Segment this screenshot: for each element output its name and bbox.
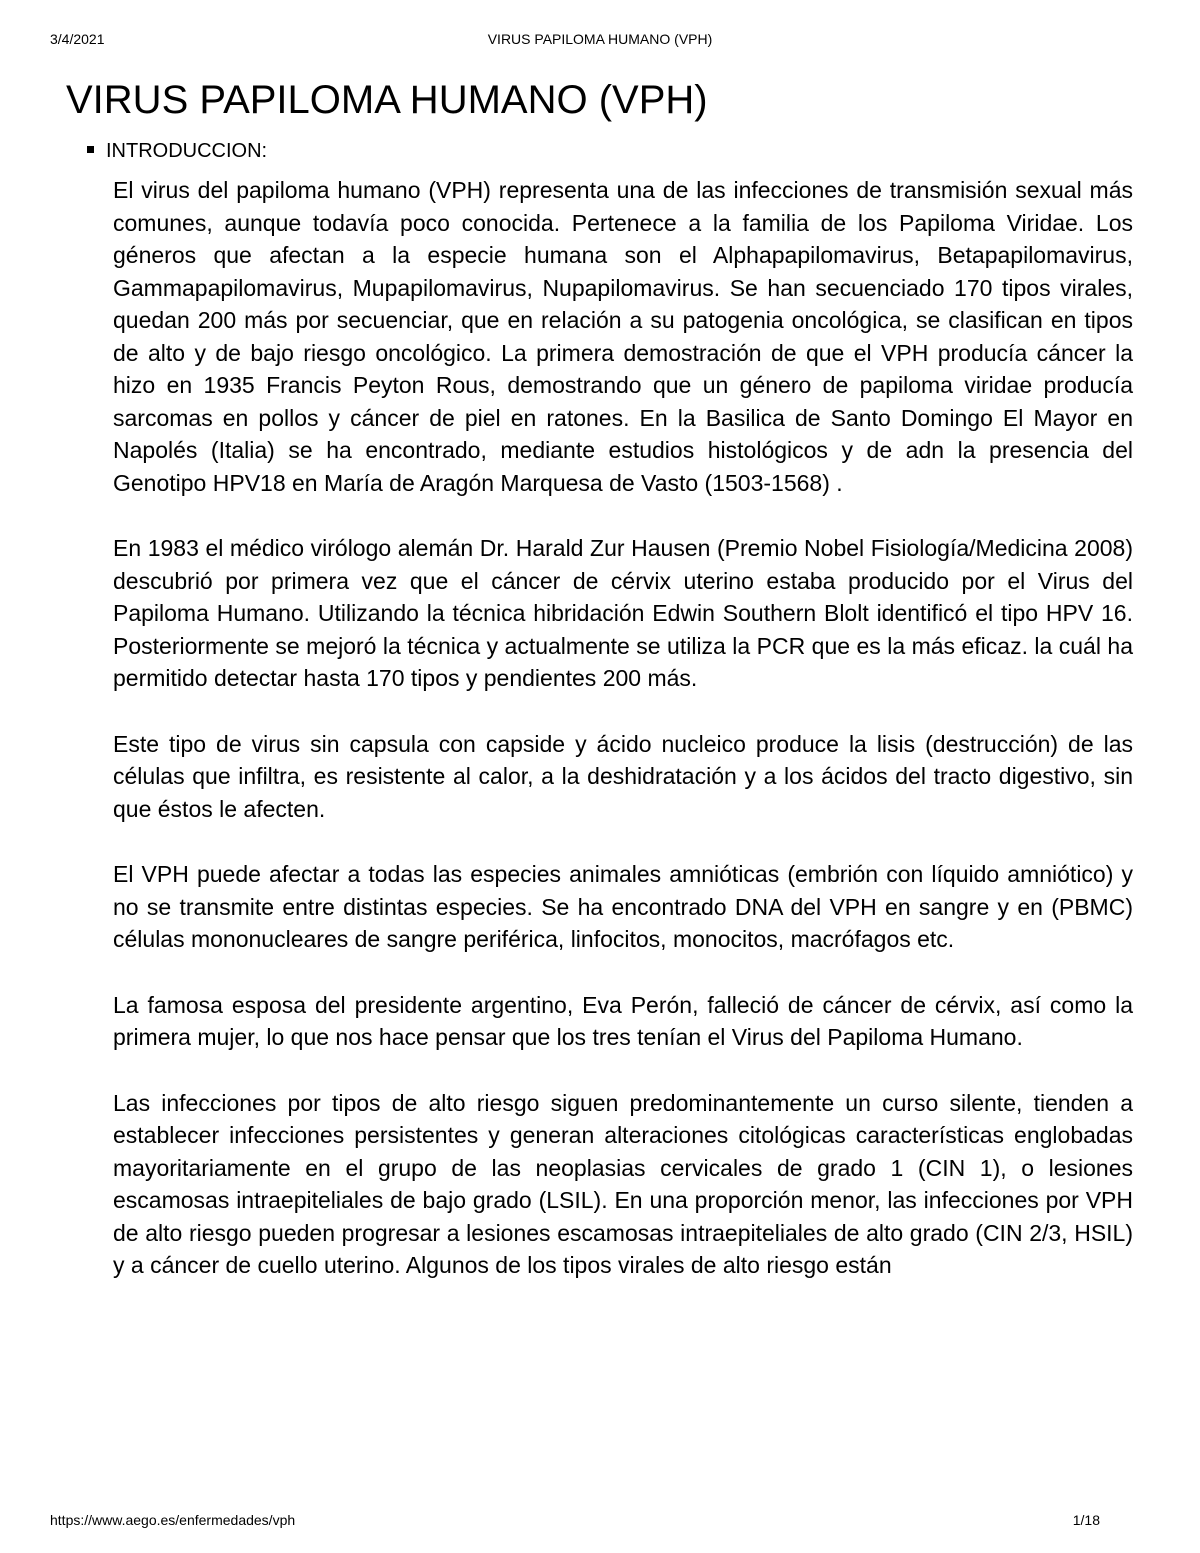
source-url: https://www.aego.es/enfermedades/vph bbox=[50, 1512, 296, 1528]
print-header bbox=[50, 31, 1150, 51]
paragraph-6: Las infecciones por tipos de alto riesgo siguen predominantemente un curso silente, tienden a establecer infecciones persistentes y generan alteraciones citológicas características englobadas mayoritariamente en el grupo de las neoplasias cervicales de grado 1 (CIN 1), o lesiones escamosas intraepiteliales de bajo grado (LSIL). En una proporción menor, las infecciones por VPH de alto riesgo pueden progresar a lesiones escamosas intraepiteliales de alto grado (CIN 2/3, HSIL) y a cáncer de cuello uterino. Algunos de los tipos virales de alto riesgo están bbox=[113, 1089, 1133, 1278]
paragraph-2: En 1983 el médico virólogo alemán Dr. Harald Zur Hausen (Premio Nobel Fisiología/Medicina 2008) descubrió por primera vez que el cáncer de cérvix uterino estaba producido por el Virus del Papiloma Humano. Utilizando la técnica hibridación Edwin Southern Blolt identificó el tipo HPV 16. Posteriormente se mejoró la técnica y actualmente se utiliza la PCR que es la más eficaz. la cuál ha permitido detectar hasta 170 tipos y pendientes 200 más. bbox=[113, 535, 1133, 691]
page-number: 1/18 bbox=[1072, 1512, 1100, 1528]
bullet-icon bbox=[87, 146, 94, 153]
paragraph-4: El VPH puede afectar a todas las especies animales amnióticas (embrión con líquido amniótico) y no se transmite entre distintas especies. Se ha encontrado DNA del VPH en sangre y en (PBMC) células mononucleares de sangre periférica, linfocitos, monocitos, macrófagos etc. bbox=[113, 861, 1133, 952]
paragraph-5: La famosa esposa del presidente argentino, Eva Perón, falleció de cáncer de cérvix, así como la primera mujer, lo que nos hace pensar que los tres tenían el Virus del Papiloma Humano. bbox=[113, 991, 1133, 1050]
body-text bbox=[113, 174, 1133, 1315]
section-heading-label: INTRODUCCION: bbox=[106, 140, 268, 162]
document-title: VIRUS PAPILOMA HUMANO (VPH) bbox=[66, 78, 708, 122]
print-footer bbox=[50, 1512, 1150, 1532]
paragraph-3: Este tipo de virus sin capsula con capside y ácido nucleico produce la lisis (destrucción) de las células que infiltra, es resistente al calor, a la deshidratación y a los ácidos del tracto digestivo, sin que éstos le afecten. bbox=[113, 730, 1133, 822]
paragraph-1: El virus del papiloma humano (VPH) representa una de las infecciones de transmisión sexual más comunes, aunque todavía poco conocida. Pertenece a la familia de los Papiloma Viridae. Los géneros que afectan a la especie humana son el Alphapapilomavirus, Betapapilomavirus, Gammapapilomavirus, Mupapilomavirus, Nupapilomavirus. Se han secuenciado 170 tipos virales, quedan 200 más por secuenciar, que en relación a su patogenia oncológica, se clasifican en tipos de alto y de bajo riesgo oncológico. La primera demostración de que el VPH producía cáncer la hizo en 1935 Francis Peyton Rous, demostrando que un género de papiloma viridae producía sarcomas en pollos y cáncer de piel en ratones. En la Basilica de Santo Domingo El Mayor en Napolés (Italia) se ha encontrado, mediante estudios histológicos y de adn la presencia del Genotipo HPV18 en María de Aragón Marquesa de Vasto (1503-1568) . bbox=[113, 177, 1133, 496]
print-page-title: VIRUS PAPILOMA HUMANO (VPH) bbox=[487, 31, 713, 47]
print-date: 3/4/2021 bbox=[50, 31, 105, 47]
section-heading bbox=[87, 138, 267, 164]
